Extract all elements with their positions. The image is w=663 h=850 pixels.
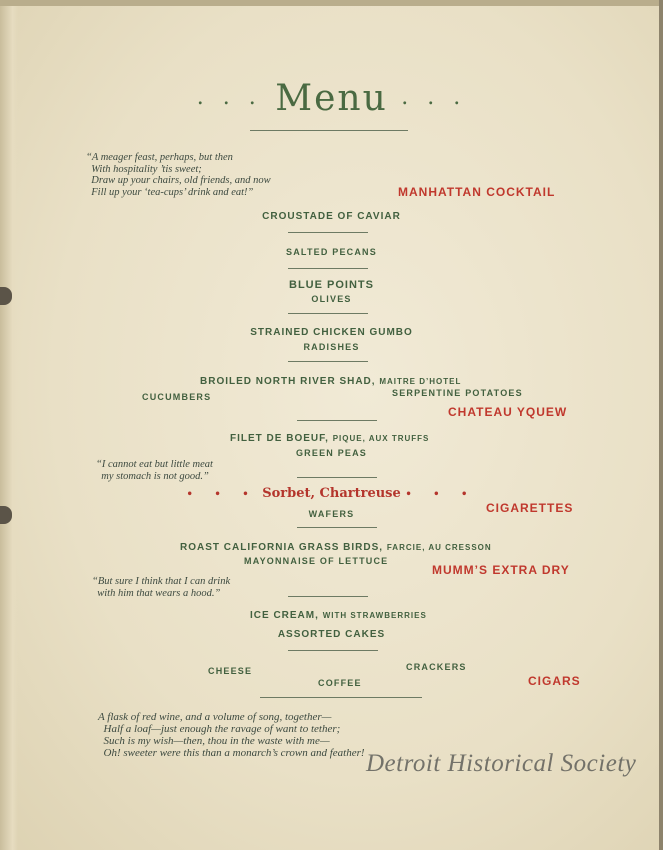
menu-title-text: Menu [275, 78, 388, 119]
course-pecans: SALTED PECANS [286, 247, 377, 257]
sorbet-dots-left: • • • [186, 489, 258, 500]
menu-title [0, 78, 663, 119]
divider [297, 420, 377, 421]
course-grass-birds [180, 542, 492, 553]
quote-hood: “But sure I think that I can drink with him that wears a hood.” [92, 576, 231, 599]
divider [288, 596, 368, 597]
opening-verse: “A meager feast, perhaps, but then With hospitality ’tis sweet; Draw up your chairs, old friends, and now Fill up your ‘tea-cups’ drink and eat!” [86, 152, 271, 198]
course-ice-cream-name: ICE CREAM, [250, 610, 319, 621]
cigars: CIGARS [528, 674, 581, 688]
page-top-edge [0, 0, 663, 6]
course-coffee: COFFEE [318, 678, 362, 688]
course-filet [230, 433, 429, 444]
divider [297, 477, 377, 478]
course-assorted-cakes: ASSORTED CAKES [277, 629, 386, 640]
course-grass-birds-note: FARCIE, AU CRESSON [386, 543, 492, 552]
course-wafers: WAFERS [308, 509, 355, 519]
drink-chateau-yquem: CHATEAU YQUEW [448, 405, 568, 419]
course-olives: OLIVES [311, 294, 352, 304]
course-shad [200, 376, 461, 387]
title-dots-left: . . . [196, 85, 262, 110]
divider [288, 361, 368, 362]
course-filet-note: PIQUE, AUX TRUFFS [332, 434, 430, 443]
divider [288, 313, 368, 314]
page-right-edge [659, 0, 663, 850]
course-radishes: RADISHES [303, 342, 360, 352]
side-cucumbers: CUCUMBERS [142, 392, 212, 402]
drink-mumms: MUMM’S EXTRA DRY [432, 563, 570, 577]
course-shad-name: BROILED NORTH RIVER SHAD, [200, 376, 376, 387]
course-blue-points: BLUE POINTS [289, 279, 374, 291]
watermark-detroit-historical-society: Detroit Historical Society [366, 750, 637, 777]
course-sorbet [0, 486, 663, 501]
drink-manhattan: MANHATTAN COCKTAIL [398, 185, 556, 199]
course-crackers: CRACKERS [406, 662, 467, 672]
page-spine [0, 0, 18, 850]
course-croustade: CROUSTADE OF CAVIAR [262, 211, 401, 222]
divider [297, 527, 377, 528]
divider [250, 130, 408, 131]
sorbet-name: Sorbet, Chartreuse [262, 486, 401, 501]
sorbet-dots-right: • • • [405, 489, 477, 500]
title-dots-right: . . . [401, 85, 467, 110]
course-filet-name: FILET DE BOEUF, [230, 433, 329, 444]
divider [260, 697, 422, 698]
divider [288, 268, 368, 269]
divider [288, 650, 378, 651]
course-cheese: CHEESE [208, 666, 253, 676]
course-ice-cream-note: WITH STRAWBERRIES [322, 611, 427, 620]
course-mayonnaise: MAYONNAISE OF LETTUCE [244, 556, 389, 566]
course-green-peas: GREEN PEAS [295, 448, 367, 458]
cigarettes: CIGARETTES [486, 501, 574, 515]
divider [288, 232, 368, 233]
quote-stomach: “I cannot eat but little meat my stomach is not good.” [96, 459, 213, 482]
course-grass-birds-name: ROAST CALIFORNIA GRASS BIRDS, [180, 542, 384, 553]
closing-verse: A flask of red wine, and a volume of song, together— Half a loaf—just enough the ravage of want to tether; Such is my wish—then, thou in the waste with me— Oh! sweeter were this than a monarch’s crown and feather! [98, 711, 365, 759]
side-serpentine-potatoes: SERPENTINE POTATOES [392, 388, 523, 398]
course-gumbo: STRAINED CHICKEN GUMBO [250, 327, 413, 338]
course-ice-cream [250, 610, 427, 621]
course-shad-note: MAITRE D’HOTEL [379, 377, 462, 386]
